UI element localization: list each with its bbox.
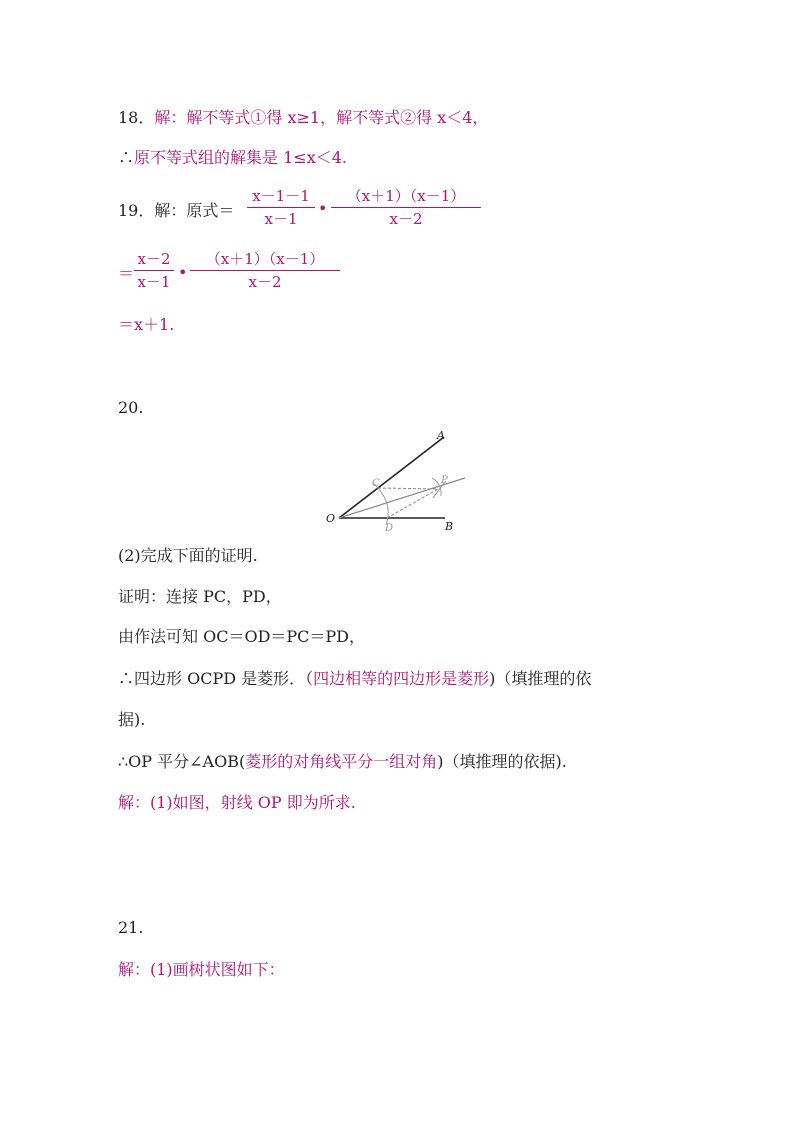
q21-part1-answer [118, 960, 285, 980]
q20-part2-text: (2)完成下面的证明. [118, 546, 258, 565]
fraction-bar [134, 270, 174, 271]
label-p: P [441, 475, 448, 486]
fraction-numerator: （x＋1）（x－1） [346, 187, 466, 205]
proof-text: 据). [118, 710, 146, 729]
fraction-denominator: x－1 [264, 210, 298, 228]
q21-number-text: 21. [118, 918, 144, 937]
angle-bisector-figure [320, 424, 480, 536]
label-c: C [372, 478, 380, 489]
fraction-numerator: （x＋1）（x－1） [205, 250, 325, 268]
q20-number [118, 398, 143, 418]
proof-answer: 四边相等的四边形是菱形 [313, 669, 490, 688]
fraction-numerator: x－2 [137, 250, 171, 268]
answer-text: 解：(1)如图，射线 OP 即为所求. [118, 793, 356, 812]
label-a: A [437, 429, 445, 442]
q20-proof-line5 [118, 752, 567, 772]
q20-proof-line3 [118, 669, 591, 689]
multiply-dot: • [318, 199, 328, 218]
q20-number-text: 20. [118, 398, 144, 417]
equals-sign: ＝ [118, 264, 135, 283]
q20-proof-line4 [118, 710, 145, 730]
q19-fraction-3 [134, 250, 174, 291]
q20-part1-answer [118, 793, 356, 813]
multiply-dot: • [178, 263, 188, 282]
q18-result1: x≥1 [287, 108, 321, 127]
q18-mid: ，解不等式②得 [320, 108, 438, 127]
q19-fraction-2 [331, 187, 481, 228]
ray-oa [339, 437, 444, 518]
label-d: D [385, 523, 394, 534]
fraction-denominator: x－1 [137, 273, 171, 291]
proof-text: ∴四边形 OCPD 是菱形．（ [118, 669, 314, 688]
proof-text: )（填推理的依据). [437, 752, 567, 771]
proof-text: ∴OP 平分∠AOB( [118, 752, 246, 771]
q20-part2-heading [118, 546, 258, 566]
q19-fraction-1 [247, 187, 315, 228]
fraction-bar [331, 207, 481, 208]
q19-fraction-4 [190, 250, 340, 291]
q19-result-text: ＝x＋1. [118, 315, 175, 334]
q18-conclusion: 原不等式组的解集是 1≤x＜4. [134, 148, 347, 167]
q18-line2 [118, 148, 347, 168]
q21-number [118, 918, 143, 938]
q18-number: 18． [118, 108, 155, 127]
q18-end: ， [472, 108, 489, 127]
fraction-denominator: x－2 [389, 210, 423, 228]
fraction-bar [190, 270, 340, 271]
segment-pd [387, 489, 438, 518]
fraction-bar [247, 207, 315, 208]
proof-text: )（填推理的依 [489, 669, 592, 688]
label-o: O [326, 512, 336, 525]
label-b: B [445, 520, 454, 533]
q19-label-text: 19．解：原式＝ [118, 201, 235, 220]
q18-line1 [118, 108, 488, 128]
q20-proof-line1 [118, 587, 282, 607]
q18-lead: 解：解不等式①得 [154, 108, 288, 127]
q18-result2: x＜4 [437, 108, 473, 127]
segment-pc [378, 488, 438, 489]
fraction-numerator: x－1－1 [252, 187, 310, 205]
q19-result [118, 315, 174, 335]
q19-step2-equals [118, 264, 134, 284]
q19-label [118, 201, 234, 221]
therefore-symbol: ∴ [118, 148, 135, 167]
q20-proof-line2 [118, 627, 365, 647]
proof-text: 证明：连接 PC，PD， [118, 587, 282, 606]
answer-text: 解：(1)画树状图如下： [118, 960, 285, 979]
proof-answer: 菱形的对角线平分一组对角 [245, 752, 438, 771]
proof-text: 由作法可知 OC＝OD＝PC＝PD， [118, 627, 365, 646]
fraction-denominator: x－2 [248, 273, 282, 291]
